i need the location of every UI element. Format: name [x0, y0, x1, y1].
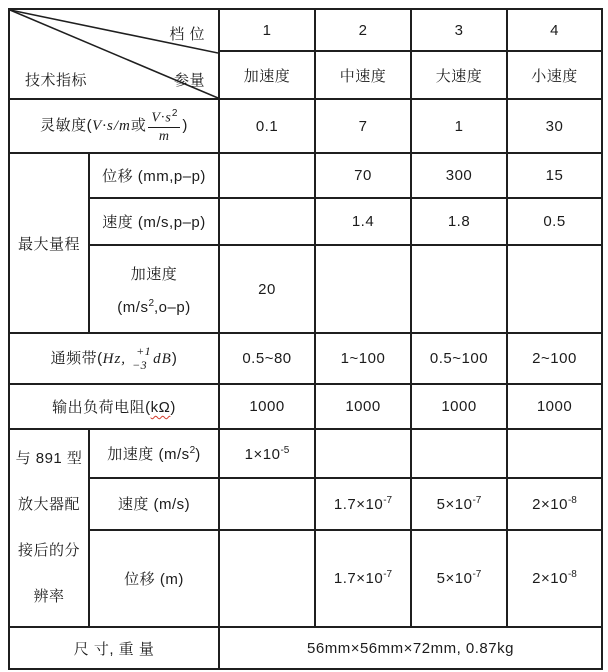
- table-row: [9, 333, 602, 384]
- param-header-2: 中速度: [315, 51, 411, 99]
- passband-value-4: 2~100: [507, 333, 602, 384]
- table-row: [9, 198, 602, 245]
- load-resistance-value-3: 1000: [411, 384, 507, 429]
- max-range-velocity-value-4: 0.5: [507, 198, 602, 245]
- param-header-4: 小速度: [507, 51, 602, 99]
- resolution-velocity-value-2: $1.7\times 10^{-7}$: [315, 478, 411, 529]
- param-header-3: 大速度: [411, 51, 507, 99]
- max-range-velocity-value-3: 1.8: [411, 198, 507, 245]
- max-range-acceleration-value-2: [315, 245, 411, 333]
- spellcheck-underline: kΩ: [150, 399, 171, 416]
- resolution-velocity-value-4: $2\times 10^{-8}$: [507, 478, 602, 529]
- max-range-displacement-label: 位移 (mm,p–p): [89, 153, 219, 198]
- table-row: [9, 9, 602, 51]
- resolution-acceleration-value-3: [411, 429, 507, 478]
- max-range-displacement-value-4: 15: [507, 153, 602, 198]
- table-row: [9, 153, 602, 198]
- spec-table: [8, 8, 603, 670]
- table-row: [9, 478, 602, 529]
- max-range-displacement-value-3: 300: [411, 153, 507, 198]
- table-row: [9, 530, 602, 627]
- param-header-1: 加速度: [219, 51, 315, 99]
- load-resistance-value-2: 1000: [315, 384, 411, 429]
- max-range-displacement-value-2: 70: [315, 153, 411, 198]
- max-range-displacement-value-1: [219, 153, 315, 198]
- passband-value-1: 0.5~80: [219, 333, 315, 384]
- load-resistance-label: 输出负荷电阻(kΩ): [9, 384, 219, 429]
- passband-value-2: 1~100: [315, 333, 411, 384]
- resolution-acceleration-label: 加速度 $(m/s^2)$: [89, 429, 219, 478]
- resolution-velocity-value-1: [219, 478, 315, 529]
- max-range-velocity-value-2: 1.4: [315, 198, 411, 245]
- load-resistance-value-1: 1000: [219, 384, 315, 429]
- resolution-displacement-label: 位移 (m): [89, 530, 219, 627]
- corner-label-gear: 档 位: [169, 26, 205, 43]
- col-header-4: 4: [507, 9, 602, 51]
- resolution-velocity-value-3: $5\times 10^{-7}$: [411, 478, 507, 529]
- corner-label-tech: 技术指标: [25, 72, 88, 89]
- max-range-acceleration-value-1: 20: [219, 245, 315, 333]
- resolution-acceleration-value-4: [507, 429, 602, 478]
- resolution-displacement-value-2: $1.7\times 10^{-7}$: [315, 530, 411, 627]
- sensitivity-fraction: $\frac{V\cdot s^2}{m}$: [148, 108, 180, 144]
- table-row: [9, 99, 602, 153]
- max-range-acceleration-label: 加速度 $(m/s^2,o-p)$: [89, 245, 219, 333]
- resolution-acceleration-value-2: [315, 429, 411, 478]
- table-row: [9, 627, 602, 669]
- resolution-velocity-label: 速度 (m/s): [89, 478, 219, 529]
- col-header-3: 3: [411, 9, 507, 51]
- max-range-velocity-value-1: [219, 198, 315, 245]
- max-range-group-label: 最大量程: [9, 153, 89, 333]
- max-range-velocity-label: 速度 (m/s,p–p): [89, 198, 219, 245]
- resolution-displacement-value-1: [219, 530, 315, 627]
- sensitivity-value-3: 1: [411, 99, 507, 153]
- col-header-1: 1: [219, 9, 315, 51]
- sensitivity-value-1: 0.1: [219, 99, 315, 153]
- max-range-acceleration-value-3: [411, 245, 507, 333]
- col-header-2: 2: [315, 9, 411, 51]
- max-range-acceleration-value-4: [507, 245, 602, 333]
- table-row: [9, 245, 602, 333]
- load-resistance-value-4: 1000: [507, 384, 602, 429]
- resolution-displacement-value-3: $5\times 10^{-7}$: [411, 530, 507, 627]
- resolution-acceleration-value-1: $1\times 10^{-5}$: [219, 429, 315, 478]
- sensitivity-label: 灵敏度(V·s/m或 $\frac{V\cdot s^2}{m}$ ): [9, 99, 219, 153]
- resolution-group-label: 与 891 型 放大器配 接后的分 辨率: [9, 429, 89, 627]
- passband-value-3: 0.5~100: [411, 333, 507, 384]
- corner-label-param: 参量: [173, 72, 205, 89]
- table-row: [9, 384, 602, 429]
- sensitivity-value-4: 30: [507, 99, 602, 153]
- passband-label: 通频带(Hz, +1 −3 dB): [9, 333, 219, 384]
- size-weight-value: 56mm×56mm×72mm, 0.87kg: [219, 627, 602, 669]
- passband-tolerance-stack: +1 −3: [132, 343, 152, 372]
- size-weight-label: 尺 寸, 重 量: [9, 627, 219, 669]
- sensitivity-value-2: 7: [315, 99, 411, 153]
- resolution-displacement-value-4: $2\times 10^{-8}$: [507, 530, 602, 627]
- table-row: [9, 429, 602, 478]
- corner-header-cell: [9, 9, 219, 99]
